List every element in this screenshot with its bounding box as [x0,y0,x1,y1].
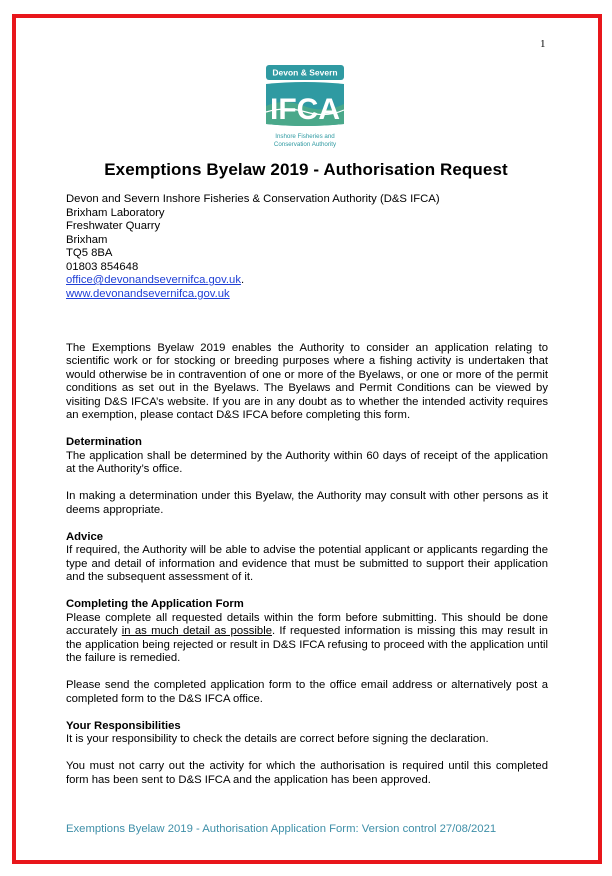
website-link[interactable]: www.devonandsevernifca.gov.uk [66,287,230,300]
advice-heading: Advice [66,530,104,543]
ifca-logo [264,64,346,156]
address-email-line [66,274,548,288]
logo-sub-text-2: Conservation Authority [273,141,337,148]
footer-version: Exemptions Byelaw 2019 - Authorisation Application Form: Version control 27/08/2021 [66,823,497,835]
address-line-2: Brixham Laboratory [66,206,165,219]
address-line-1: Devon and Severn Inshore Fisheries & Conservation Authority (D&S IFCA) [66,193,440,205]
completing-heading: Completing the Application Form [66,598,244,610]
logo-sub-text-1: Inshore Fisheries and [275,133,335,140]
address-line-3: Freshwater Quarry [66,220,161,232]
logo-top-text: Devon & Severn [272,67,338,78]
address-postcode: TQ5 8BA [66,247,113,259]
address-website-line [66,288,548,302]
address-block [66,193,548,301]
address-line-4: Brixham [66,233,108,246]
responsibilities-paragraph-2: You must not carry out the activity for which the authorisation is required until this completed form has been sent to D&S IFCA and the application has been approved. [66,760,548,786]
completing-paragraph-1: Please complete all requested details within the form before submitting. This should be done accurately in as much detail as possible. If requested information is missing this may result in the application being rejected or result in D&S IFCA refusing to proceed with the application until the failure is remedied. [66,611,548,664]
underlined-phrase: in as much detail as possible [121,625,272,637]
document-body [66,193,548,787]
email-link[interactable]: office@devonandsevernifca.gov.uk [66,274,241,286]
page-number: 1 [540,38,546,50]
completing-paragraph-2: Please send the completed application form to the office email address or alternatively post a completed form to the D&S IFCA office. [66,679,548,705]
determination-paragraph-2: In making a determination under this Byelaw, the Authority may consult with other persons as it deems appropriate. [66,490,548,516]
address-phone: 01803 854648 [66,260,139,273]
document-title: Exemptions Byelaw 2019 - Authorisation Request [104,160,508,179]
advice-paragraph: If required, the Authority will be able to advise the potential applicant or applicants regarding the type and detail of information and evidence that must be submitted to support their application and the subsequent assessment of it. [66,544,548,583]
responsibilities-paragraph-1: It is your responsibility to check the details are correct before signing the declaration. [66,733,489,745]
email-suffix: . [240,274,245,286]
logo-main-text: IFCA [270,93,340,126]
intro-paragraph: The Exemptions Byelaw 2019 enables the Authority to consider an application relating to scientific work or for stocking or breeding purposes where a fishing activity is undertaken that would otherwise be in contravention of one or more of the Byelaws, or one or more of the permit conditions as set out in the Byelaws. The Byelaws and Permit Conditions can be viewed by visiting D&S IFCA’s website. If you are in any doubt as to whether the intended activity requires an exemption, please contact D&S IFCA before completing this form. [66,341,548,421]
determination-paragraph-1: The application shall be determined by the Authority within 60 days of receipt of the application at the Authority’s office. [66,449,548,475]
determination-heading: Determination [66,436,142,448]
responsibilities-heading: Your Responsibilities [66,719,181,732]
